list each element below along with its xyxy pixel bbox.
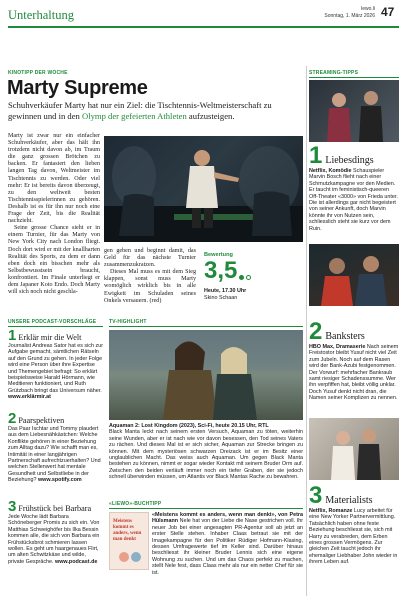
brand: lewo.li — [361, 6, 375, 12]
section-title: Unterhaltung — [8, 8, 74, 22]
rating-dot-filled — [239, 275, 244, 280]
lead-highlight: Olymp der gefeierten Athleten — [82, 110, 187, 121]
podcast-kicker: UNSERE PODCAST-VORSCHLÄGE — [8, 319, 97, 325]
venue: Skino Schaan — [204, 295, 238, 301]
banksters-photo — [309, 244, 399, 306]
liebesdings-photo — [309, 80, 399, 142]
page-header — [0, 0, 404, 28]
podcast-1: 1 Erklär mir die Welt Journalist Andreas Sator hat es sich zur Aufgabe gemacht, sämtlichen Rätseln auf den Grund zu gehen. In jeder Folge wird eine Person über ihre Expertise und Themengebiet befragt: So erklärt beispielsweise Harald Hörmann, wie Meditieren funktioniert, und Ruth Grützbach bringt das Universum näher. www.erklärmir.at — [8, 327, 103, 401]
podcast-3-link[interactable]: www.podcast.de — [55, 558, 98, 565]
streaming-3-title: Materialists — [325, 495, 373, 506]
podcast-2-link[interactable]: www.spotify.com — [37, 477, 82, 484]
streaming-2-title: Banksters — [325, 331, 365, 342]
podcast-1-link[interactable]: www.erklärmir.at — [8, 394, 51, 401]
podcast-2-number: 2 — [8, 410, 17, 427]
streaming-1-title: Liebesdings — [325, 155, 374, 166]
article-lead: Schuhverkäufer Marty hat nur ein Ziel: die Tischtennis-Weltmeisterschaft zu gewinnen und in den Olymp der gefeierten Athleten aufzusteigen. — [8, 100, 272, 121]
rating-box — [204, 252, 302, 312]
podcast-2: 2 Paarspektiven Das Paar Ischtar und Tommy plaudert aus dem Liebesnähkästchen: Welche Konflikte gehören in einer Beziehung zum Alltag dazu? Wie schafft man es, Intimität in einer langjährigen Partnerschaft aufrechtzuerhalten? Und welchen Stellenwert hat mentale Gesundheit und Selbstliebe in der Beziehung? www.spotify.com — [8, 410, 101, 484]
book-kicker: «LIEWO»-BUCHTIPP — [109, 501, 162, 507]
streaming-3-illustration — [309, 418, 399, 480]
article-col2: gen geben und beginnt damit, das Geld für das nächste Turnier zusammenzukratzen. Dieses Mal muss es mit dem Sieg klappen, sonst muss Marty womöglich wirklich bis in alle Ewigkeit im Schuladen seines Onkels versauern. (red) — [104, 248, 196, 304]
tv-still-illustration — [109, 330, 303, 420]
materialists-photo — [309, 418, 399, 480]
podcast-3-title: Frühstück bei Barbara — [18, 504, 92, 513]
movie-still-illustration — [104, 136, 303, 242]
book-text: «Meistens kommt es anders, wenn man denkt», von Petra Hülsmann Nele hat von der Liebe die Nase gestrichen voll. Ihr neuer Job bei einer angesagten PR-Agentur soll ab jetzt an erster Stelle stehen. Inhaber Claas betraut sie mit der Imagekampagne für den Politiker Rüdiger Hofmann-Klasing, dessen Umfragewerte tief im Keller sind. Darüber hinaus beschliesst ihr kleiner Bruder Lennis sich eine eigene Wohnung zu suchen. Und um das Chaos perfekt zu machen, stellt Nele fest, dass Claas mehr als nur ein netter Chef für sie ist. — [152, 512, 303, 576]
issue-date: Sonntag, 1. März 2026 — [324, 13, 375, 19]
podcast-1-number: 1 — [8, 327, 17, 344]
marty-supreme-photo — [104, 136, 303, 242]
streaming-1: 1 Liebesdings Netflix, Komödie Schauspieler Marvin Bosch flieht nach einer Schmutzkampagne vor den Medien. Er taucht im feministisch-queeren Off-Theater «3000» von Frieda unter. Die ist allerdings gar nicht begeistert von seiner Ankunft, doch Marvin könnte ihr von Nutzen sein, schliesslich steht sie kurz vor dem Ruin. — [309, 142, 398, 232]
article-title: Marty Supreme — [7, 77, 148, 99]
podcast-3-number: 3 — [8, 498, 17, 515]
tv-caption-title: Aquaman 2: Lost Kingdom (2023), Sci-Fi, heute 20.15 Uhr, RTL — [109, 423, 269, 429]
tv-caption — [109, 423, 303, 481]
podcast-2-title: Paarspektiven — [18, 416, 65, 425]
streaming-3-number: 3 — [309, 482, 323, 509]
rating-value: 3,5 — [204, 257, 238, 284]
tv-caption-text: Black Manta leckt nach seinem ersten Versuch, Aquaman zu töten, weiterhin seine Wunden, aber er ist nach wie vor davon besessen, den Tod seines Vaters zu rächen. Und dieses Mal ist er sich sicher, Aquaman zur Strecke bringen zu können. Mit dem mysteriösen schwarzen Dreizack ist er im Besitz einer unglaublichen Macht. Das weiss auch Aquaman. Um gegen Black Manta bestehen zu können, nimmt er sogar wieder Kontakt mit seinem Bruder Orm auf. Zwischen den beiden verläuft immer noch ein tiefer Graben, der sie jedoch schnell überwinden müssen, um Atlantis vor Black Mantas Rache zu bewahren. — [109, 429, 303, 481]
rating-dots — [239, 275, 251, 280]
article-col1: Marty ist zwar nur ein einfacher Schuhverkäufer, aber das hält ihn trotzdem nicht davon ab, im Traum die ganz grossen Brötchen zu backen. Er fantasiert den lieben langen Tag davon, Weltmeister im Tischtennis zu werden. Oder viel mehr: Er ist bereits davon überzeugt, zu den weltweit besten Tischtennisspielerinnen zu gehören. Deshalb ist es für ihn nur noch eine Frage der Zeit, bis die Realität nachzieht. Seine grosse Chance sieht er in einem Turnier, für das Marty von New York City nach London fliegt. Doch dort wird er mit der knallharten Realität des Sports, zu dem er dann eben doch ein bisschen mehr als Selbstbewusstsein braucht, konfrontiert. Im Finale unterliegt er dem Japaner Koto Endo. Doch Marty will sich noch nicht geschla- — [8, 133, 100, 296]
streaming-1-illustration — [309, 80, 399, 142]
streaming-1-number: 1 — [309, 142, 323, 169]
book-cover — [109, 512, 149, 570]
streaming-3: 3 Materialists Netflix, Romanze Lucy arbeitet für eine New Yorker Partnervermittlung. Tatsächlich haben ohne feste Beziehung beschliesst sie, sich mit Harry zu verabreden, dem Erben eines grossen Vermögens. Zur gleichen Zeit taucht jedoch ihr ehemaliger Liebhaber John wieder in ihrem Leben auf. — [309, 482, 398, 566]
podcast-3: 3 Frühstück bei Barbara Jede Woche lädt Barbara Schöneberger Promis zu sich ein. Von Matthias Schweighöfer bis Ilka Bessin kommen alle, die sich von Barbara ein Frühstücksbrot schmieren lassen wollen. Es geht um haargenaues Flirt, um alten Schwitzkäse und wilde, private Gespräche. www.podcast.de — [8, 498, 100, 565]
kino-kicker: KINOTIPP DER WOCHE — [8, 70, 68, 76]
streaming-2-number: 2 — [309, 318, 323, 345]
book-cover-illustration — [110, 547, 149, 567]
page-number: 47 — [381, 5, 395, 19]
showtime: Heute, 17.30 Uhr — [204, 288, 247, 294]
podcast-1-title: Erklär mir die Welt — [18, 333, 82, 342]
rating-dot-empty — [246, 275, 251, 280]
streaming-kicker: STREAMING-TIPPS — [309, 70, 359, 76]
streaming-2: 2 Banksters HBO Max, Dramaserie Nach seinem Freistostor bleibt Yusuf nicht viel Zeit zum Jubeln. Noch auf dem Rasen wird der Bank-Azubi festgenommen. Der Vorwurf: mehrfacher Bankraub samt riesiger Schadenssumme. Wer ihn verpfiffen hat, bleibt völlig unklar. Doch Yusuf denkt nicht dran, die Namen seiner Komplizen zu nennen. — [309, 318, 399, 402]
rating-label: Bewertung — [204, 252, 233, 258]
aquaman-photo — [109, 330, 303, 420]
book-title: «Meistens kommt es anders, wenn man denkt», von Petra Hülsmann — [152, 512, 303, 525]
book-cover-text: Meistens kommt es anders, wenn man denkt — [113, 519, 142, 542]
streaming-2-illustration — [309, 244, 399, 306]
tv-kicker: TV-HIGHLIGHT — [109, 319, 147, 325]
